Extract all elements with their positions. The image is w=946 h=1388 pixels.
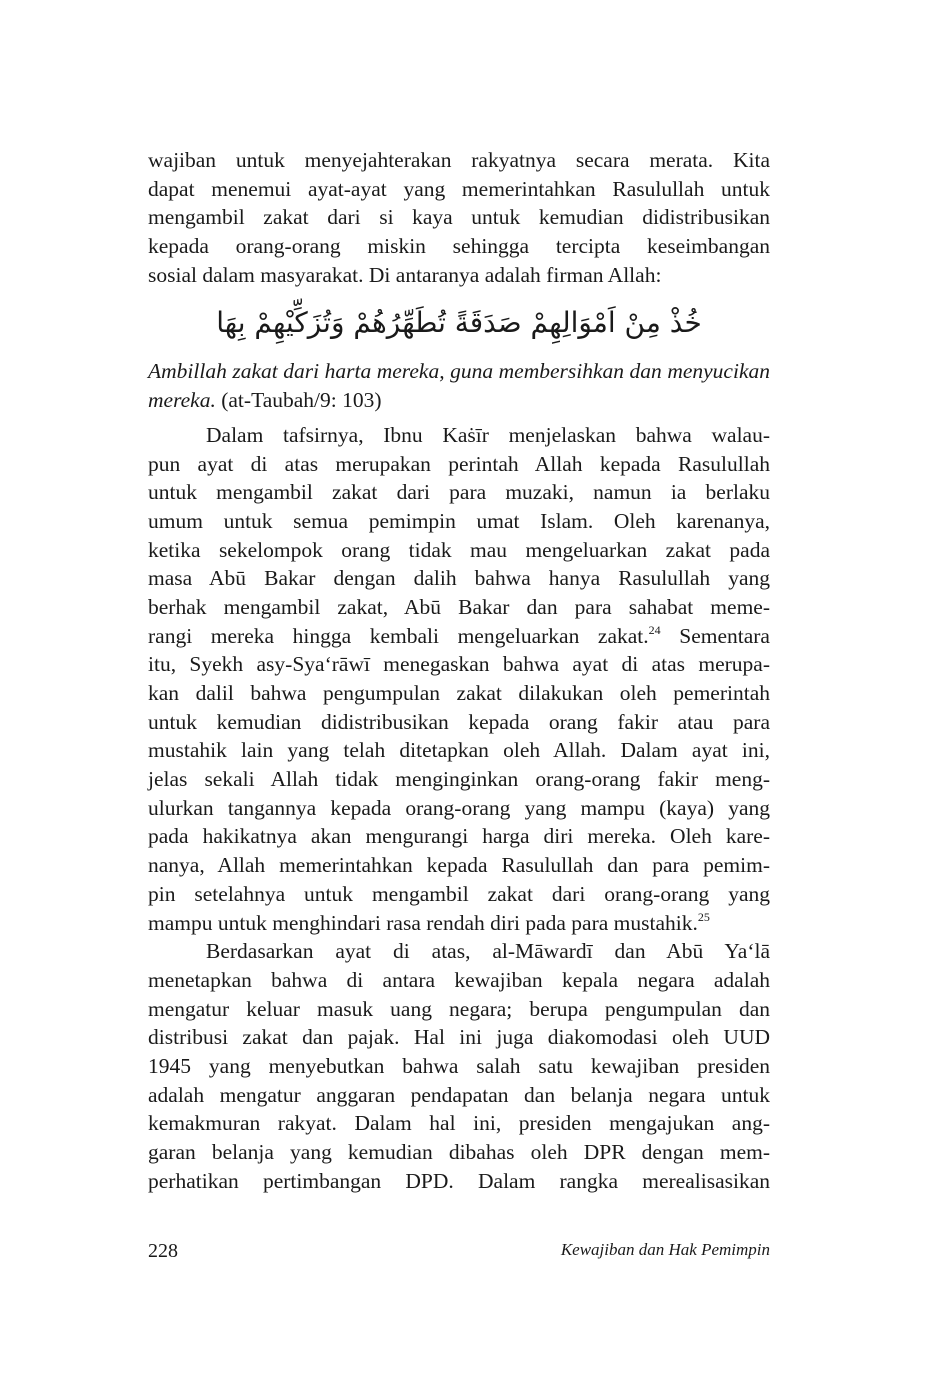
paragraph-1 <box>148 146 770 289</box>
text-line: mengatur keluar masuk uang negara; berupa pengumpulan dan <box>148 996 770 1021</box>
text-line: ketika sekelompok orang tidak mau mengeluarkan zakat pada <box>148 537 770 562</box>
text-line: Berdasarkan ayat di atas, al-Māwardī dan Abū Ya‘lā <box>206 939 770 964</box>
text-line: garan belanja yang kemudian dibahas oleh DPR dengan mem- <box>148 1140 770 1164</box>
text-line: wajiban untuk menyejahterakan rakyatnya secara merata. Kita <box>148 148 770 172</box>
arabic-verse: خُذْ مِنْ اَمْوَالِهِمْ صَدَقَةً تُطَهِّرُهُمْ وَتُزَكِّيْهِمْ بِهَا <box>216 305 702 339</box>
text-span: Sementara <box>660 623 770 648</box>
text-line: umum untuk semua pemimpin umat Islam. Oleh karenanya, <box>148 508 770 533</box>
text-line: sosial dalam masyarakat. Di antaranya adalah firman Allah: <box>148 262 662 287</box>
text-line: nanya, Allah memerintahkan kepada Rasulullah dan para pemim- <box>148 853 770 878</box>
text-line: dapat menemui ayat-ayat yang memerintahkan Rasulullah untuk <box>148 176 770 201</box>
text-line: menetapkan bahwa di antara kewajiban kepala negara adalah <box>148 967 770 992</box>
text-line: untuk mengambil zakat dari para muzaki, namun ia berlaku <box>148 480 770 505</box>
text-span: mampu untuk menghindari rasa rendah diri pada para mustahik. <box>148 910 698 935</box>
translation-line: Ambillah zakat dari harta mereka, guna membersihkan dan menyucikan <box>148 359 770 384</box>
text-line: adalah mengatur anggaran pendapatan dan belanja negara untuk <box>148 1082 770 1107</box>
text-line: pun ayat di atas merupakan perintah Allah kepada Rasulullah <box>148 451 770 476</box>
text-line <box>148 909 770 938</box>
verse-translation <box>148 357 770 414</box>
running-title: Kewajiban dan Hak Pemimpin <box>560 1240 770 1259</box>
translation-end: mereka. <box>148 388 216 413</box>
text-line: perhatikan pertimbangan DPD. Dalam rangka merealisasikan <box>148 1168 770 1193</box>
text-line: itu, Syekh asy-Sya‘rāwī menegaskan bahwa ayat di atas merupa- <box>148 652 770 677</box>
text-line: kan dalil bahwa pengumpulan zakat dilakukan oleh pemerintah <box>148 681 770 705</box>
paragraph-2 <box>148 421 770 937</box>
text-line: berhak mengambil zakat, Abū Bakar dan para sahabat meme- <box>148 594 770 619</box>
text-line: kepada orang-orang miskin sehingga tercipta keseimbangan <box>148 234 770 259</box>
page-footer <box>148 1240 770 1263</box>
text-line: untuk kemudian didistribusikan kepada orang fakir atau para <box>148 709 770 734</box>
text-span: rangi mereka hingga kembali mengeluarkan zakat. <box>148 623 649 648</box>
text-line: mengambil zakat dari si kaya untuk kemudian didistribusikan <box>148 205 770 230</box>
text-line: ulurkan tangannya kepada orang-orang yang mampu (kaya) yang <box>148 795 770 820</box>
page-number: 228 <box>148 1240 178 1262</box>
text-line: pada hakikatnya akan mengurangi harga diri mereka. Oleh kare- <box>148 824 770 849</box>
text-line: masa Abū Bakar dengan dalih bahwa hanya Rasulullah yang <box>148 566 770 591</box>
translation-line <box>148 386 770 415</box>
footnote-marker[interactable]: 24 <box>648 622 661 637</box>
text-line: distribusi zakat dan pajak. Hal ini juga diakomodasi oleh UUD <box>148 1025 770 1050</box>
verse-reference: (at-Taubah/9: 103) <box>215 388 382 413</box>
text-line: kemakmuran rakyat. Dalam hal ini, presiden mengajukan ang- <box>148 1111 770 1136</box>
text-line: 1945 yang menyebutkan bahwa salah satu kewajiban presiden <box>148 1053 770 1078</box>
footnote-marker[interactable]: 25 <box>697 909 710 924</box>
text-line: jelas sekali Allah tidak menginginkan orang-orang fakir meng- <box>148 767 770 792</box>
page-body <box>148 146 770 1195</box>
paragraph-3 <box>148 937 770 1195</box>
text-line: Dalam tafsirnya, Ibnu Kaṡīr menjelaskan bahwa walau- <box>206 422 770 447</box>
text-line: pin setelahnya untuk mengambil zakat dari orang-orang yang <box>148 881 770 906</box>
text-line <box>148 622 770 651</box>
text-line: mustahik lain yang telah ditetapkan oleh Allah. Dalam ayat ini, <box>148 738 770 763</box>
